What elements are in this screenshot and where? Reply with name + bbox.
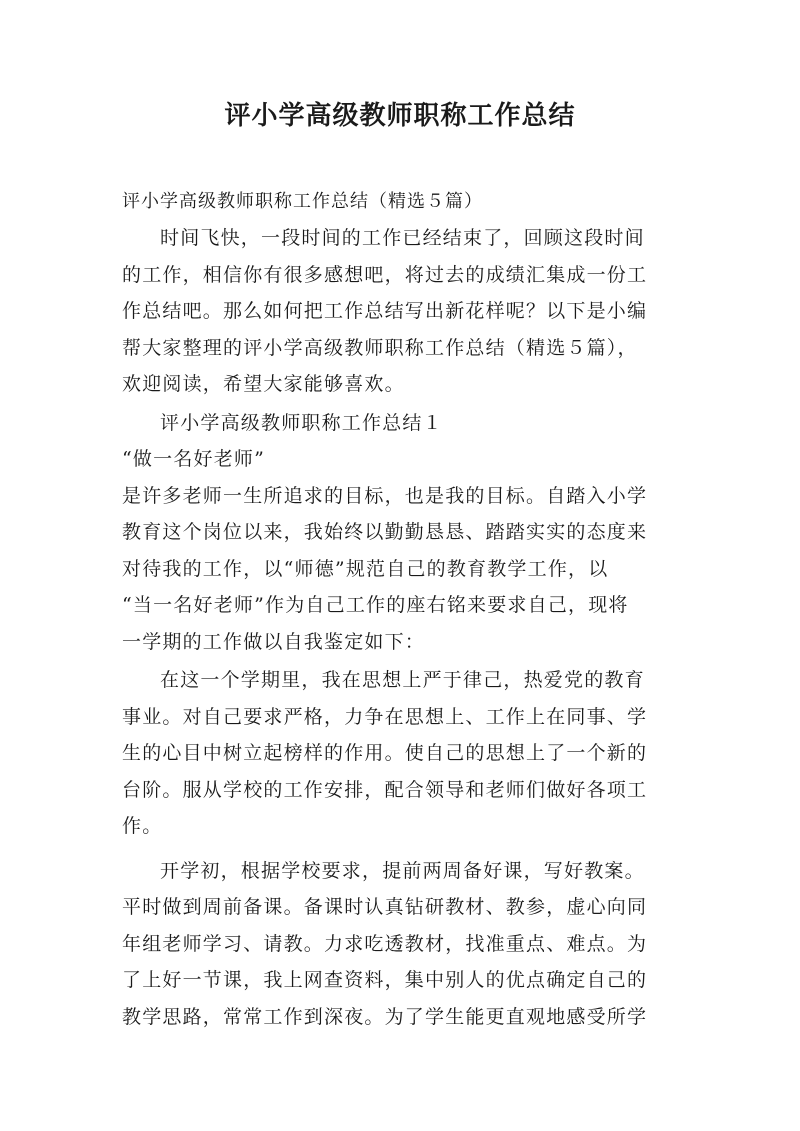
section1-quote: “做一名好老师” <box>122 448 266 470</box>
intro-paragraph <box>122 220 688 403</box>
text-line: 平时做到周前备课。备课时认真钻研教材、教参，虚心向同 <box>122 896 648 918</box>
text-line: 了上好一节课，我上网查资料，集中别人的优点确定自己的 <box>122 969 648 991</box>
section1-heading: 评小学高级教师职称工作总结１ <box>160 411 443 434</box>
text-line: 对待我的工作，以“师德”规范自己的教育教学工作，以 <box>122 557 609 580</box>
text-line: 生的心目中树立起榜样的作用。使自己的思想上了一个新的 <box>122 742 648 764</box>
text-line: 教育这个岗位以来，我始终以勤勤恳恳、踏踏实实的态度来 <box>122 521 648 543</box>
document-subtitle: 评小学高级教师职称工作总结（精选５篇） <box>122 191 483 212</box>
text-line: 是许多老师一生所追求的目标，也是我的目标。自踏入小学 <box>122 484 648 507</box>
text-line: 欢迎阅读，希望大家能够喜欢。 <box>122 373 405 395</box>
text-line: 教学思路，常常工作到深夜。为了学生能更直观地感受所学 <box>122 1005 648 1028</box>
text-line: 的工作，相信你有很多感想吧，将过去的成绩汇集成一份工 <box>122 263 648 286</box>
document-title: 评小学高级教师职称工作总结 <box>224 101 576 131</box>
text-line: 帮大家整理的评小学高级教师职称工作总结（精选５篇）， <box>122 336 638 359</box>
text-line: 作。 <box>122 815 163 837</box>
text-line: “当一名好老师”作为自己工作的座右铭来要求自己，现将 <box>122 594 629 616</box>
section1-paragraph <box>122 405 688 661</box>
text-line: 在这一个学期里，我在思想上严于律己，热爱党的教育 <box>160 669 645 691</box>
text-line: 台阶。服从学校的工作安排，配合领导和老师们做好各项工 <box>122 778 648 801</box>
text-line: 事业。对自己要求严格，力争在思想上、工作上在同事、学 <box>122 705 648 728</box>
paragraph-2 <box>122 662 688 845</box>
section1-first-line <box>122 405 688 478</box>
text-line: 年组老师学习、请教。力求吃透教材，找准重点、难点。为 <box>122 932 648 955</box>
text-line: 作总结吧。那么如何把工作总结写出新花样呢？以下是小编 <box>122 300 648 322</box>
text-line: 时间飞快，一段时间的工作已经结束了，回顾这段时间 <box>160 227 645 249</box>
paragraph-3 <box>122 853 688 1036</box>
document-body <box>122 186 688 1035</box>
text-line: 一学期的工作做以自我鉴定如下： <box>122 630 426 653</box>
text-line: 开学初，根据学校要求，提前两周备好课，写好教案。 <box>160 859 645 882</box>
